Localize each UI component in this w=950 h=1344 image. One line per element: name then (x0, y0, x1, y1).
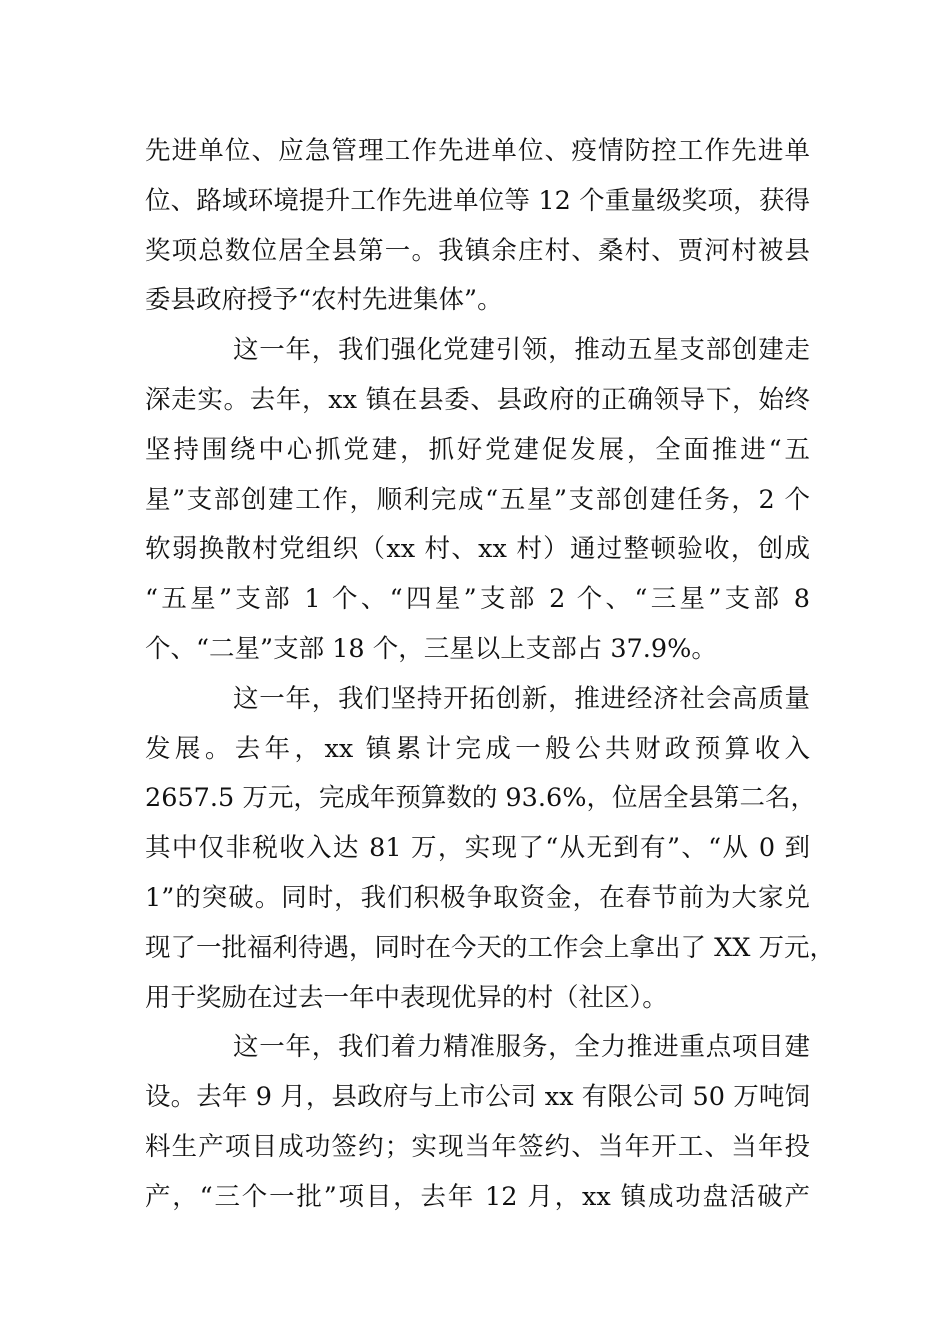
text-line: 料生产项目成功签约；实现当年签约、当年开工、当年投 (145, 1131, 810, 1162)
text-line: 其中仅非税收入达 81 万，实现了“从无到有”、“从 0 到 (145, 833, 810, 864)
text-line: 软弱换散村党组织（xx 村、xx 村）通过整顿验收，创成 (145, 534, 810, 565)
text-line: 星”支部创建工作，顺利完成“五星”支部创建任务，2 个 (145, 484, 810, 515)
text-line: 个、“二星”支部 18 个，三星以上支部占 37.9%。 (145, 633, 717, 664)
text-line: 1”的突破。同时，我们积极争取资金，在春节前为大家兑 (145, 882, 810, 913)
text-line: 产，“三个一批”项目，去年 12 月，xx 镇成功盘活破产 (145, 1181, 810, 1212)
text-line: 先进单位、应急管理工作先进单位、疫情防控工作先进单 (145, 136, 810, 166)
text-line: 2657.5 万元，完成年预算数的 93.6%，位居全县第二名， (145, 783, 816, 814)
body-text (145, 127, 836, 1223)
paragraph-first-line: 这一年，我们坚持开拓创新，推进经济社会高质量 (233, 683, 810, 714)
paragraph-first-line: 这一年，我们强化党建引领，推动五星支部创建走 (233, 335, 810, 366)
text-line: 坚持围绕中心抓党建，抓好党建促发展，全面推进“五 (145, 434, 810, 465)
text-line: 用于奖励在过去一年中表现优异的村（社区）。 (145, 982, 668, 1013)
text-line: 现了一批福利待遇，同时在今天的工作会上拿出了 XX 万元， (145, 932, 836, 963)
text-line: “五星”支部 1 个、“四星”支部 2 个、“三星”支部 8 (145, 584, 810, 615)
text-line: 位、路域环境提升工作先进单位等 12 个重量级奖项，获得 (145, 185, 810, 216)
text-line: 奖项总数位居全县第一。我镇余庄村、桑村、贾河村被县 (145, 235, 810, 266)
text-line: 深走实。去年，xx 镇在县委、县政府的正确领导下，始终 (145, 384, 810, 415)
paragraph-first-line: 这一年，我们着力精准服务，全力推进重点项目建 (233, 1032, 810, 1063)
text-line: 设。去年 9 月，县政府与上市公司 xx 有限公司 50 万吨饲 (145, 1082, 810, 1113)
text-line: 发展。去年，xx 镇累计完成一般公共财政预算收入 (145, 733, 810, 764)
text-line: 委县政府授予“农村先进集体”。 (145, 285, 503, 316)
